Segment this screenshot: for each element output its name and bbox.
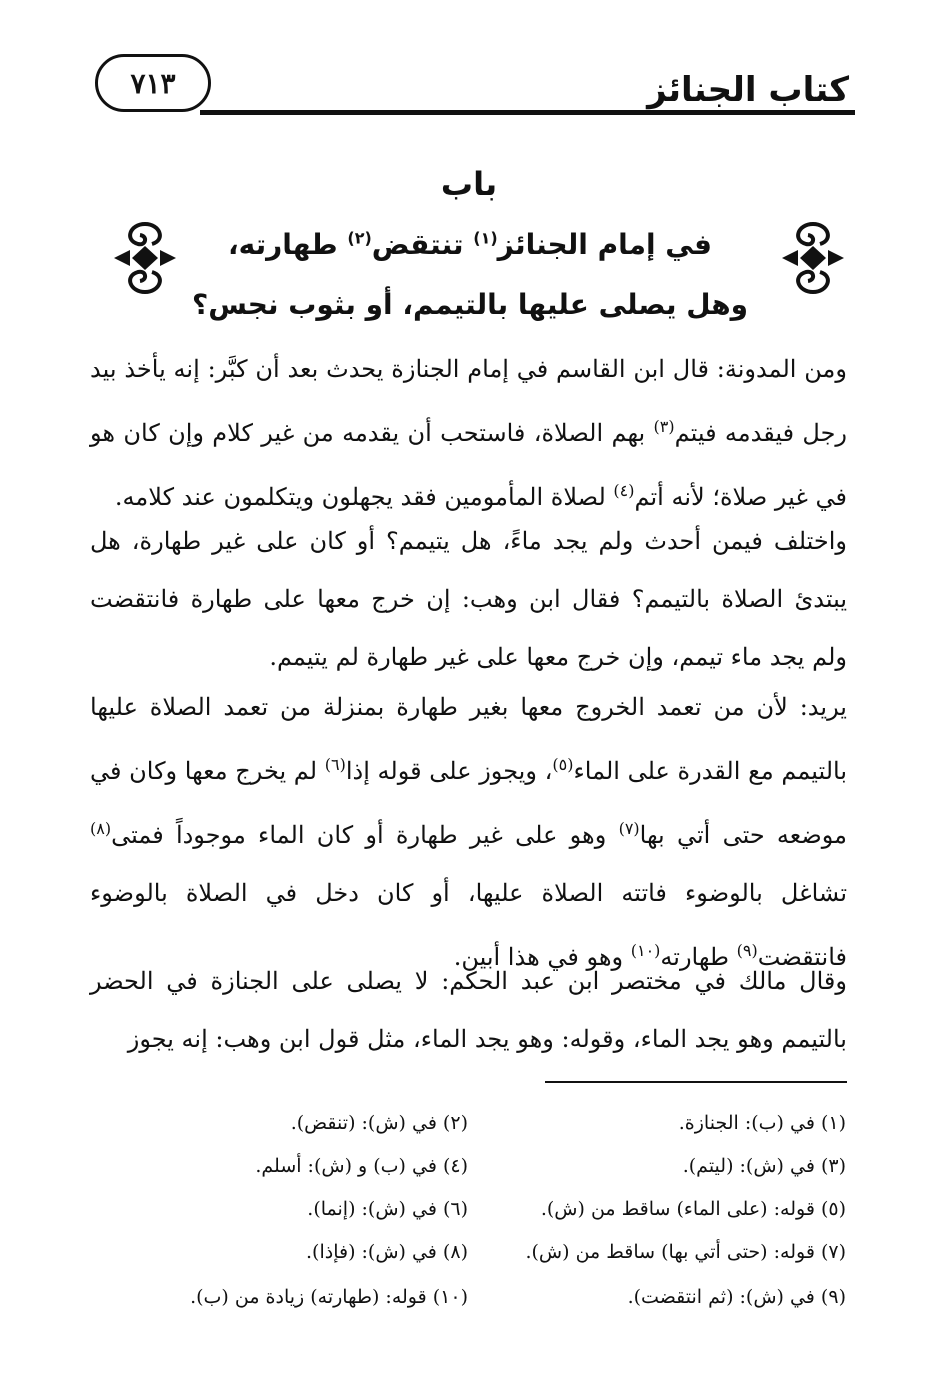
text-segment: يريد: لأن من تعمد الخروج معها بغير طهارة بمنزلة من تعمد الصلاة عليها بالتيمم مع القدرة على الماء — [90, 693, 848, 785]
footnote-2: (٢) في (ش): (تنقض). — [290, 1112, 468, 1134]
paragraph-2 — [90, 512, 847, 686]
page-header — [95, 40, 855, 120]
text-segment: بهم الصلاة، فاستحب أن يقدمه من غير كلام وإن كان هو في غير صلاة؛ لأنه أتم — [90, 419, 847, 511]
text-segment: واختلف فيمن أحدث ولم يجد ماءً، هل يتيمم؟ أو كان على غير طهارة، هل يبتدئ الصلاة بالتيمم؟ فقال ابن وهب: إن خرج معها على طهارة فانتقضت ولم يجد ماء تيمم، وإن خرج معها على غير طهارة لم يتيمم. — [90, 527, 847, 671]
footnote-1: (١) في (ب): الجنازة. — [678, 1112, 846, 1134]
footnote-8: (٨) في (ش): (فإذا). — [306, 1241, 468, 1263]
running-title: كتاب الجنائز — [647, 70, 849, 110]
footnote-ref: (١) — [473, 228, 498, 248]
chapter-word: باب — [440, 165, 498, 203]
footnote-5: (٥) قوله: (على الماء) ساقط من (ش). — [540, 1198, 846, 1220]
text-segment: لم يخرج معها وكان في موضعه حتى أتي بها — [90, 757, 848, 849]
footnote-ref: (١٠) — [630, 941, 661, 960]
text-segment: ، ويجوز على قوله إذا — [345, 757, 553, 785]
footnote-4: (٤) في (ب) و (ش): أسلم. — [255, 1155, 468, 1177]
footnote-ref: (٣) — [653, 417, 675, 436]
footnote-6: (٦) في (ش): (إنما). — [307, 1198, 468, 1220]
header-rule — [200, 110, 855, 115]
footnote-ref: (٤) — [613, 481, 635, 500]
chapter-title-line-2: وهل يصلى عليها بالتيمم، أو بثوب نجس؟ — [191, 288, 749, 321]
footnote-ref: (٨) — [90, 819, 112, 838]
page-number: ٧١٣ — [95, 54, 211, 112]
footnote-7: (٧) قوله: (حتى أتي بها) ساقط من (ش). — [525, 1241, 846, 1263]
text-segment: وهو في هذا أبين. — [453, 943, 631, 971]
footnote-3: (٣) في (ش): (ليتم). — [682, 1155, 846, 1177]
footnote-10: (١٠) قوله: (طهارته) زيادة من (ب). — [190, 1286, 468, 1308]
text-segment: طهارته — [660, 943, 737, 971]
paragraph-4 — [90, 952, 847, 1068]
footnote-ref: (٩) — [736, 941, 758, 960]
footnote-ref: (٥) — [552, 755, 574, 774]
footnote-ref: (٦) — [324, 755, 346, 774]
text-segment: تشاغل بالوضوء فاتته الصلاة عليها، أو كان دخل في الصلاة بالوضوء فانتقضت — [90, 879, 847, 971]
text-segment: ومن المدونة: قال ابن القاسم في إمام الجنازة يحدث بعد أن كبَّر: إنه يأخذ بيد رجل فيقدمه فيتم — [90, 355, 848, 447]
paragraph-3 — [90, 678, 847, 986]
title-part: طهارته، — [228, 228, 348, 261]
title-part: تنتقض — [371, 228, 474, 261]
text-segment: وهو على غير طهارة أو كان الماء موجوداً فمتى — [111, 821, 619, 849]
title-part: في إمام الجنائز — [497, 228, 712, 261]
right-ornament-icon — [778, 218, 848, 298]
footnote-ref: (٧) — [618, 819, 640, 838]
chapter-title-line-1 — [160, 228, 780, 261]
footnote-ref: (٢) — [347, 228, 372, 248]
paragraph-1 — [90, 340, 847, 526]
text-segment: وقال مالك في مختصر ابن عبد الحكم: لا يصلى على الجنازة في الحضر بالتيمم وهو يجد الماء، وقوله: وهو يجد الماء، مثل قول ابن وهب: إنه يجوز — [90, 967, 847, 1053]
text-segment: لصلاة المأمومين فقد يجهلون ويتكلمون عند كلامه. — [114, 483, 614, 511]
footnote-9: (٩) في (ش): (ثم انتقضت). — [627, 1286, 846, 1308]
footnote-rule — [545, 1081, 847, 1083]
